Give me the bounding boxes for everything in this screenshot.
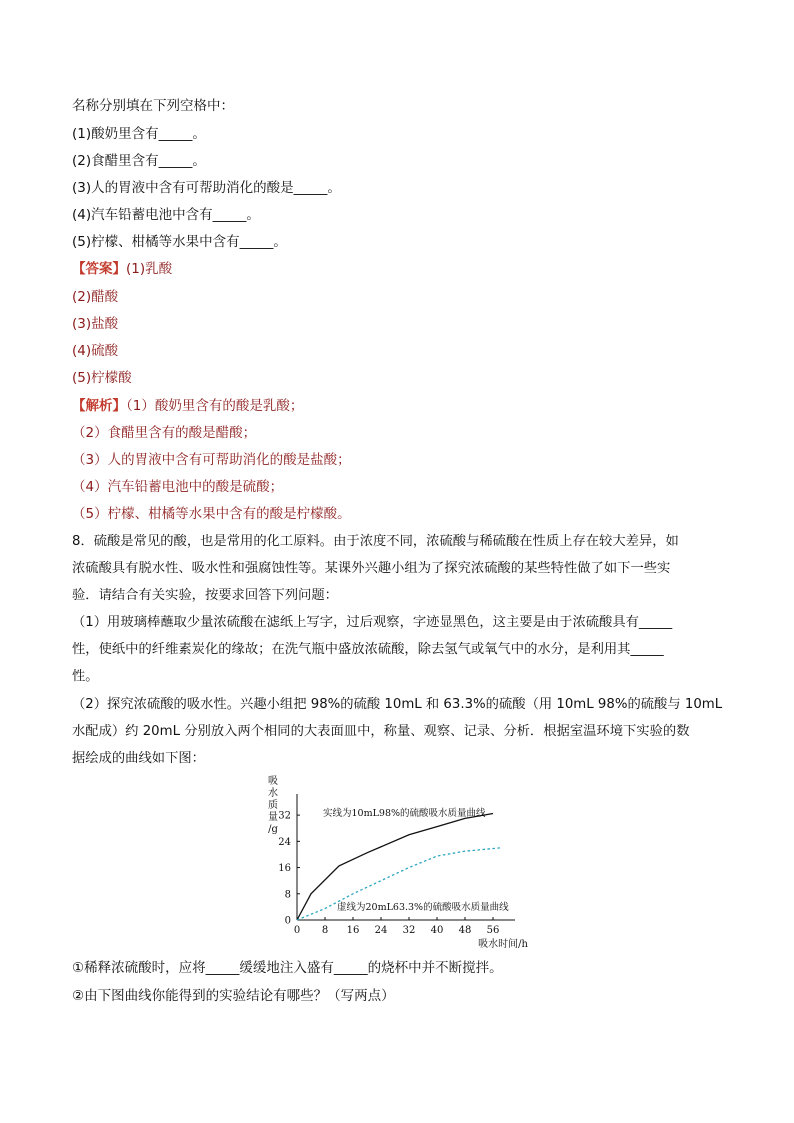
intro-line: 名称分别填在下列空格中： — [72, 98, 234, 114]
x-tick-label: 56 — [486, 925, 500, 936]
y-axis-label: 吸 — [268, 776, 278, 787]
series-label-solid: 实线为10mL98%的硫酸吸水质量曲线 — [323, 808, 486, 819]
question-line: (2)食醋里含有_____。 — [72, 153, 206, 169]
y-tick-label: 0 — [284, 915, 291, 927]
answer-item: (4)硫酸 — [72, 343, 119, 359]
answer-item: (5)柠檬酸 — [72, 370, 132, 386]
x-axis-label: 吸水时间/h — [478, 939, 528, 950]
analysis-item: （4）汽车铅蓄电池中的酸是硫酸； — [72, 479, 284, 495]
answer-item: (1)乳酸 — [126, 261, 173, 277]
y-tick-label: 24 — [278, 836, 291, 848]
q8-line: 验．请结合有关实验，按要求回答下列问题： — [72, 588, 338, 603]
q8-line: 性。 — [72, 669, 99, 684]
answer-line — [72, 259, 172, 279]
question-line: (1)酸奶里含有_____。 — [72, 126, 206, 142]
answer-item: (3)盐酸 — [72, 316, 119, 332]
answer-item: (2)醋酸 — [72, 289, 119, 305]
analysis-item: （1）酸奶里含有的酸是乳酸； — [126, 398, 304, 414]
question-line: (4)汽车铅蓄电池中含有_____。 — [72, 207, 260, 223]
analysis-item: （2）食醋里含有的酸是醋酸； — [72, 425, 257, 441]
q8-line: 浓硫酸具有脱水性、吸水性和强腐蚀性等。某课外兴趣小组为了探究浓硫酸的某些特性做了如下一些实 — [72, 561, 671, 576]
analysis-tag: 【解析】 — [72, 398, 126, 414]
q8-line: （1）用玻璃棒蘸取少量浓硫酸在滤纸上写字，过后观察，字迹显黑色，这主要是由于浓硫酸具有_____ — [72, 615, 673, 630]
answer-tag: 【答案】 — [72, 261, 126, 277]
x-tick-label: 40 — [430, 925, 444, 936]
q8-line: （2）探究浓硫酸的吸水性。兴趣小组把 98%的硫酸 10mL 和 63.3%的硫酸（用 10mL 98%的硫酸与 10mL — [72, 697, 723, 712]
x-tick-label: 0 — [293, 925, 301, 936]
y-axis-label: 质 — [268, 800, 278, 811]
y-axis-label: 水 — [268, 788, 278, 799]
q8-line: 据绘成的曲线如下图： — [72, 751, 205, 766]
x-tick-label: 24 — [374, 925, 388, 936]
x-tick-label: 32 — [402, 925, 416, 936]
analysis-item: （3）人的胃液中含有可帮助消化的酸是盐酸； — [72, 452, 351, 468]
series-label-dashed: 虚线为20mL63.3%的硫酸吸水质量曲线 — [337, 902, 509, 913]
y-tick-label: 8 — [284, 889, 291, 901]
y-axis-label: 量 — [268, 812, 278, 823]
x-tick-label: 16 — [346, 925, 360, 936]
question-line: (3)人的胃液中含有可帮助消化的酸是_____。 — [72, 180, 341, 196]
analysis-item: （5）柠檬、柑橘等水果中含有的酸是柠檬酸。 — [72, 506, 351, 522]
q8-line: 水配成）约 20mL 分别放入两个相同的大表面皿中，称量、观察、记录、分析．根据室温环境下实验的数 — [72, 724, 690, 739]
x-tick-label: 48 — [458, 925, 472, 936]
y-axis-label: /g — [268, 824, 278, 835]
x-tick-label: 8 — [321, 925, 329, 936]
q8-line: 性，使纸中的纤维素炭化的缘故；在洗气瓶中盛放浓硫酸，除去氢气或氧气中的水分，是利用其_____ — [72, 642, 664, 657]
y-tick-label: 32 — [278, 810, 291, 822]
q8-line: 8．硫酸是常见的酸，也是常用的化工原料。由于浓度不同，浓硫酸与稀硫酸在性质上存在较大差异，如 — [72, 534, 679, 549]
water-absorption-chart — [255, 770, 545, 955]
question-line: (5)柠檬、柑橘等水果中含有_____。 — [72, 234, 287, 250]
analysis-line — [72, 396, 303, 416]
q8-sub2: ②由下图曲线你能得到的实验结论有哪些？（写两点） — [72, 988, 395, 1004]
q8-sub1: ①稀释浓硫酸时，应将_____缓缓地注入盛有_____的烧杯中并不断搅拌。 — [72, 960, 503, 976]
y-tick-label: 16 — [278, 863, 291, 875]
